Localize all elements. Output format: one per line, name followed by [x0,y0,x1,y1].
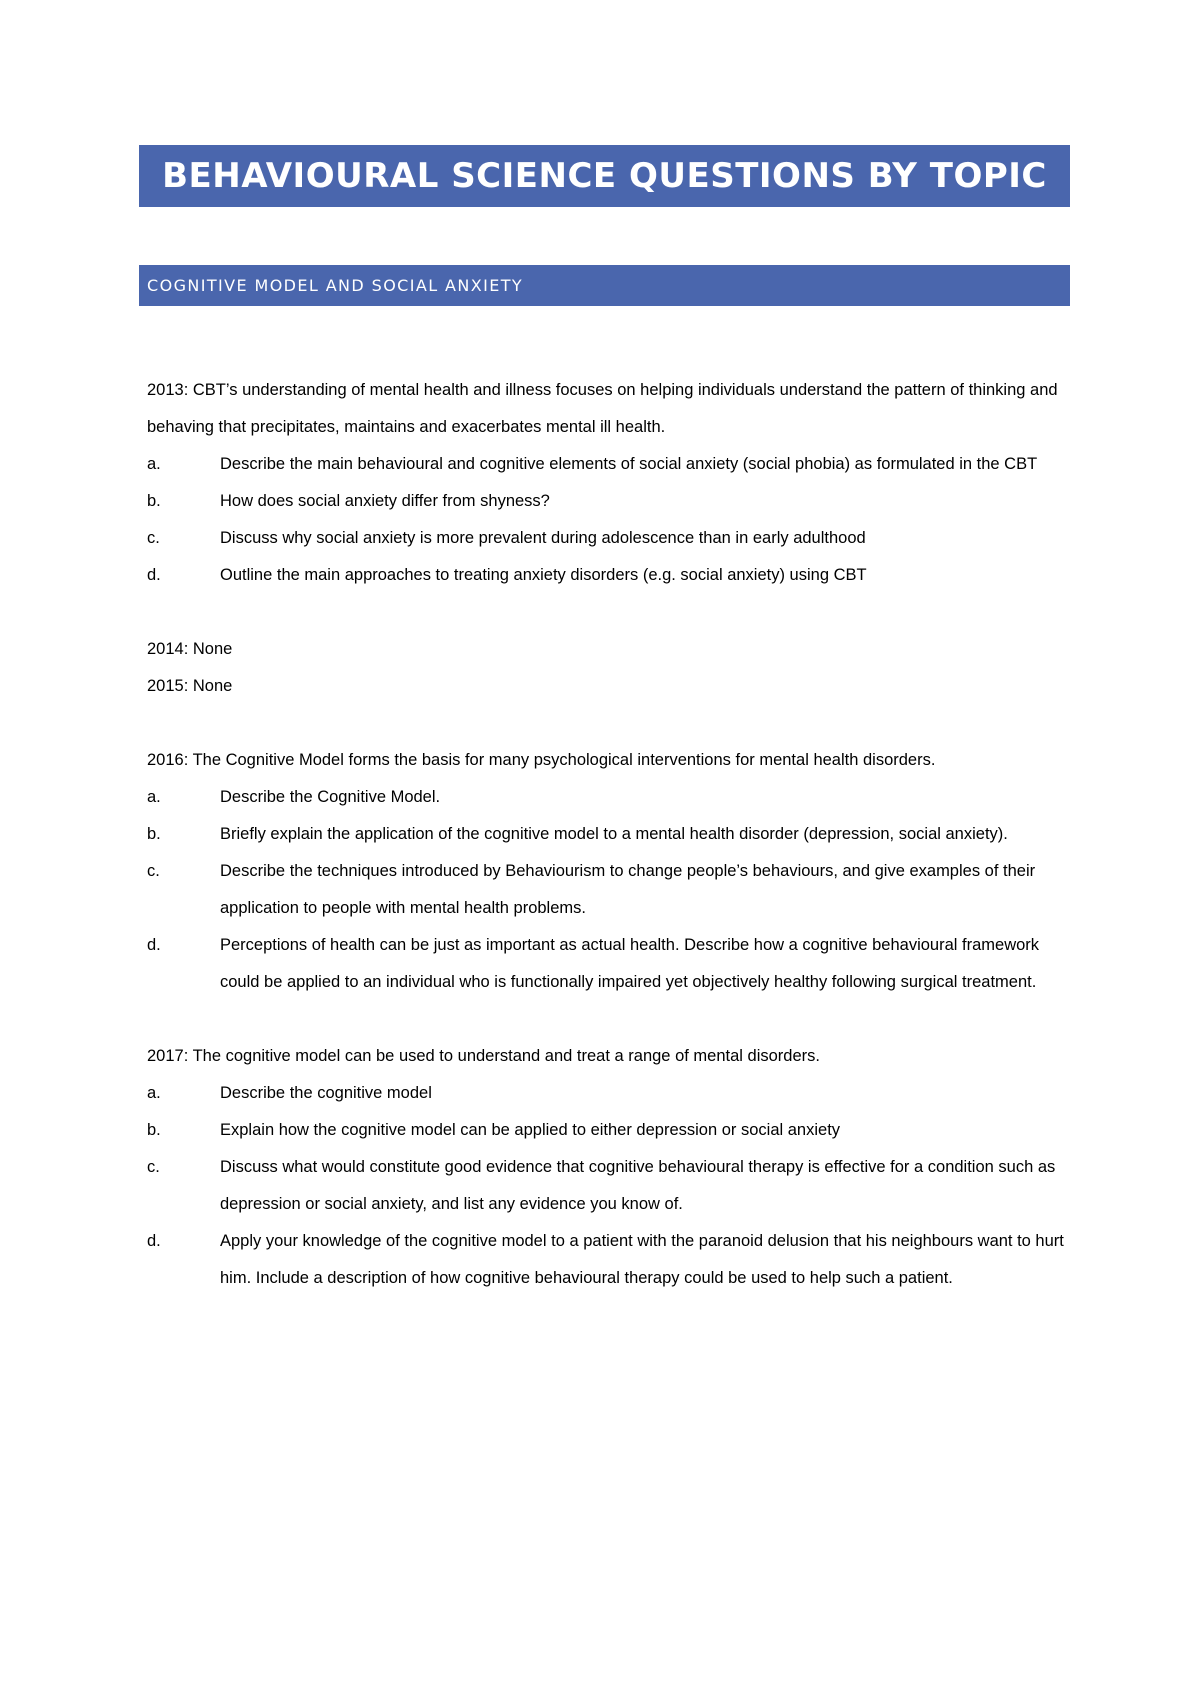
item-letter: c. [147,1158,160,1176]
list-item [147,483,1067,520]
list-item [147,816,1067,853]
item-letter: b. [147,1121,161,1139]
item-letter: b. [147,492,161,510]
item-letter: c. [147,862,160,880]
item-text: Discuss what would constitute good evidence that cognitive behavioural therapy is effective for a condition such as depression or social anxiety, and list any evidence you know of. [220,1158,1056,1213]
item-text: Perceptions of health can be just as important as actual health. Describe how a cognitive behavioural framework could be applied to an individual who is functionally impaired yet objectively healthy following surgical treatment. [220,936,1040,991]
list-item [147,927,1067,1001]
list-item [147,1223,1067,1297]
question-intro: 2017: The cognitive model can be used to understand and treat a range of mental disorders. [147,1047,820,1065]
list-item [147,853,1067,927]
question-intro: 2013: CBT’s understanding of mental health and illness focuses on helping individuals understand the pattern of thinking and behaving that precipitates, maintains and exacerbates mental ill health. [147,381,1058,436]
item-text: Apply your knowledge of the cognitive model to a patient with the paranoid delusion that his neighbours want to hurt him. Include a description of how cognitive behavioural therapy could be used to help such a patient. [220,1232,1064,1287]
page-title: BEHAVIOURAL SCIENCE QUESTIONS BY TOPIC [162,156,1047,196]
item-text: Explain how the cognitive model can be applied to either depression or social anxiety [220,1121,841,1139]
item-letter: a. [147,455,161,473]
title-banner [139,145,1070,207]
question-2015: 2015: None [147,677,233,695]
list-item [147,1112,1067,1149]
item-text: Outline the main approaches to treating anxiety disorders (e.g. social anxiety) using CBT [220,566,867,584]
item-text: Describe the cognitive model [220,1084,432,1102]
item-letter: d. [147,566,161,584]
question-2016 [147,742,1067,1001]
spacer [147,594,1067,631]
question-2014: 2014: None [147,640,233,658]
item-text: Describe the techniques introduced by Behaviourism to change people’s behaviours, and give examples of their application to people with mental health problems. [220,862,1036,917]
item-letter: c. [147,529,160,547]
item-text: Briefly explain the application of the cognitive model to a mental health disorder (depression, social anxiety). [220,825,1008,843]
section-heading: COGNITIVE MODEL AND SOCIAL ANXIETY [147,276,524,295]
item-letter: a. [147,788,161,806]
question-2017 [147,1038,1067,1297]
list-item [147,779,1067,816]
list-item [147,446,1067,483]
spacer [147,1001,1067,1038]
list-item [147,1149,1067,1223]
list-item [147,557,1067,594]
item-letter: d. [147,936,161,954]
item-letter: b. [147,825,161,843]
item-letter: d. [147,1232,161,1250]
question-2013 [147,372,1067,594]
list-item [147,1075,1067,1112]
question-intro: 2016: The Cognitive Model forms the basis for many psychological interventions for mental health disorders. [147,751,936,769]
section-banner [139,265,1070,306]
item-text: Describe the main behavioural and cognitive elements of social anxiety (social phobia) as formulated in the CBT [220,455,1038,473]
item-letter: a. [147,1084,161,1102]
item-text: How does social anxiety differ from shyness? [220,492,550,510]
list-item [147,520,1067,557]
spacer [147,705,1067,742]
item-text: Describe the Cognitive Model. [220,788,441,806]
item-text: Discuss why social anxiety is more prevalent during adolescence than in early adulthood [220,529,866,547]
question-list [147,372,1067,1297]
